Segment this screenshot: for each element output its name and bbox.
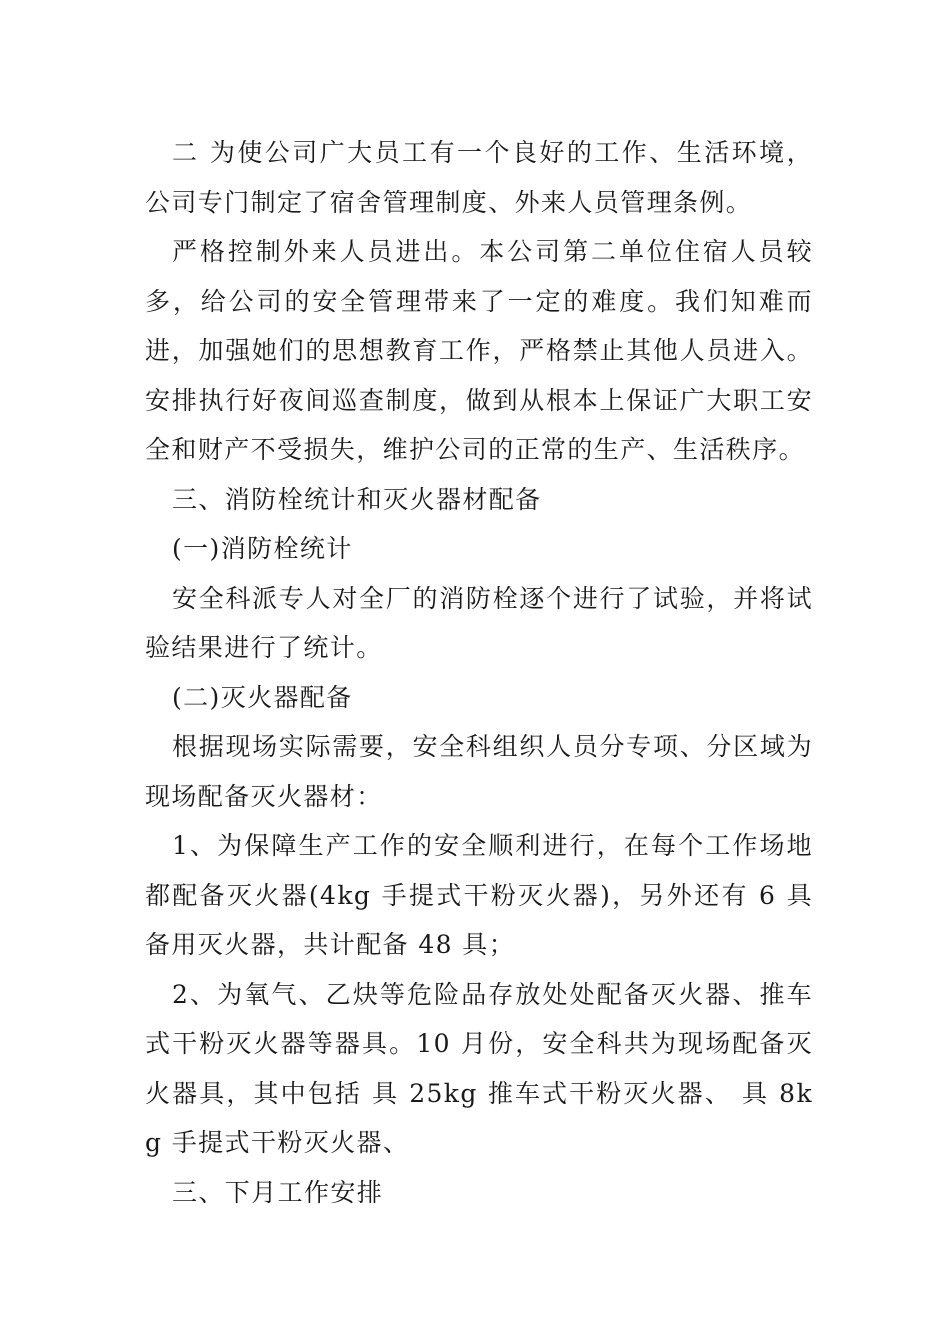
paragraph-dormitory-rules: 二 为使公司广大员工有一个良好的工作、生活环境，公司专门制定了宿舍管理制度、外来人员管理条例。 <box>145 138 813 217</box>
document-body <box>145 128 813 1217</box>
subsection-heading-hydrant-stats: (一)消防栓统计 <box>172 534 353 563</box>
subsection-heading-extinguisher: (二)灭火器配备 <box>172 682 353 712</box>
paragraph-item-2: 2、为氧气、乙炔等危险品存放处处配备灭火器、推车式干粉灭火器等器具。10 月份，安全科共为现场配备灭火器具，其中包括 具 25kg 推车式干粉灭火器、 具 8kg 手提式干粉灭火器、 <box>145 979 813 1157</box>
paragraph-extinguisher-intro: 根据现场实际需要，安全科组织人员分专项、分区域为现场配备灭火器材： <box>145 732 813 811</box>
paragraph-hydrant-test: 安全科派专人对全厂的消防栓逐个进行了试验，并将试验结果进行了统计。 <box>145 583 813 662</box>
section-heading-fire-equipment: 三、消防栓统计和灭火器材配备 <box>172 484 542 514</box>
paragraph-visitor-control: 严格控制外来人员进出。本公司第二单位住宿人员较多，给公司的安全管理带来了一定的难度。我们知难而进，加强她们的思想教育工作，严格禁止其他人员进入。安排执行好夜间巡查制度，做到从根本上保证广大职工安全和财产不受损失，维护公司的正常的生产、生活秩序。 <box>145 237 813 464</box>
section-heading-next-month: 三、下月工作安排 <box>172 1177 384 1207</box>
paragraph-item-1: 1、为保障生产工作的安全顺利进行，在每个工作场地都配备灭火器(4kg 手提式干粉灭火器)，另外还有 6 具备用灭火器，共计配备 48 具； <box>145 831 813 959</box>
